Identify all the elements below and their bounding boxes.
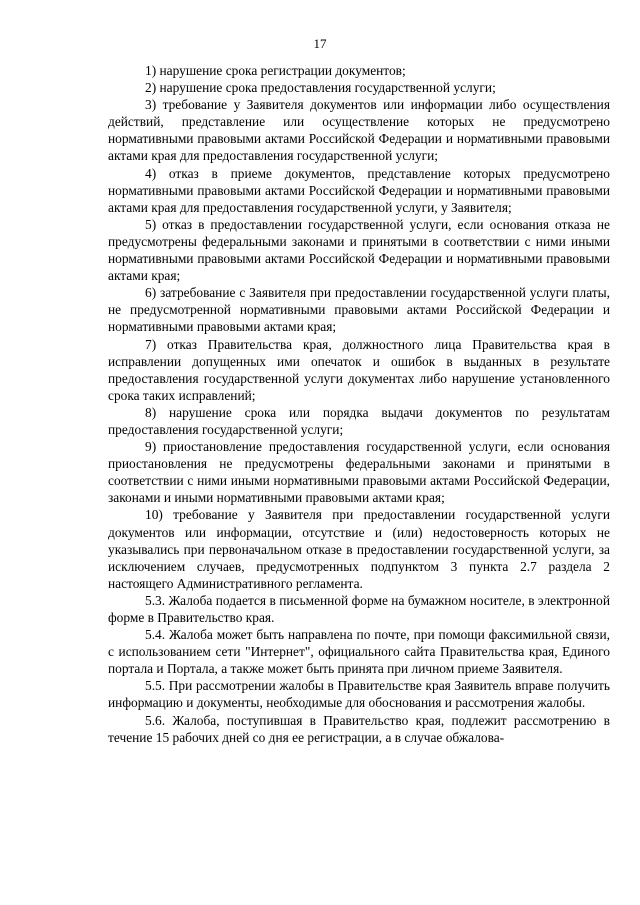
section-paragraph: 5.6. Жалоба, поступившая в Правительство края, подлежит рассмотрению в течение 15 рабочих дней со дня ее регистрации, а в случае обжалова- xyxy=(108,712,610,745)
section-paragraph: 5.4. Жалоба может быть направлена по почте, при помощи факсимильной связи, с использованием сети "Интернет", официального сайта Правительства края, Единого портала и Портала, а также может быть принята при личном приеме Заявителя. xyxy=(108,627,610,677)
document-body xyxy=(108,62,610,746)
list-item: 7) отказ Правительства края, должностного лица Правительства края в исправлении допущенных ими опечаток и ошибок в выданных в результате предоставления государственной услуги документах либо нарушение установленного срока таких исправлений; xyxy=(108,336,610,403)
list-item: 5) отказ в предоставлении государственной услуги, если основания отказа не предусмотрены федеральными законами и принятыми в соответствии с ними иными нормативными правовыми актами Российской Федерации и нормативными правовыми актами края; xyxy=(108,216,610,284)
list-item: 3) требование у Заявителя документов или информации либо осуществления действий, представление или осуществление которых не предусмотрено нормативными правовыми актами Российской Федерации и нормативными правовыми актами края для предоставления государственной услуги; xyxy=(108,97,610,164)
section-paragraph: 5.5. При рассмотрении жалобы в Правительстве края Заявитель вправе получить информацию и документы, необходимые для обоснования и рассмотрения жалобы. xyxy=(108,678,610,711)
list-item: 6) затребование с Заявителя при предоставлении государственной услуги платы, не предусмотренной нормативными правовыми актами Российской Федерации и нормативными правовыми актами края; xyxy=(108,285,610,335)
section-paragraph: 5.3. Жалоба подается в письменной форме на бумажном носителе, в электронной форме в Правительство края. xyxy=(108,592,610,625)
list-item: 1) нарушение срока регистрации документов; xyxy=(145,63,406,78)
page-number: 17 xyxy=(313,36,327,51)
list-item: 4) отказ в приеме документов, представление которых предусмотрено нормативными правовыми актами Российской Федерации и нормативными правовыми актами края для предоставления государственной услуги, у Заявителя; xyxy=(108,165,610,215)
list-item: 8) нарушение срока или порядка выдачи документов по результатам предоставления государственной услуги; xyxy=(108,404,610,437)
list-item: 9) приостановление предоставления государственной услуги, если основания приостановления не предусмотрены федеральными законами и принятыми в соответствии с ними иными нормативными правовыми актами Российской Федерации, законами и иными нормативными правовыми актами края; xyxy=(108,439,610,506)
list-item: 10) требование у Заявителя при предоставлении государственной услуги документов или информации, отсутствие и (или) недостоверность которых не указывались при первоначальном отказе в предоставлении государственной услуги, за исключением случаев, предусмотренных подпунктом 3 пункта 2.7 раздела 2 настоящего Административного регламента. xyxy=(108,507,610,591)
list-item: 2) нарушение срока предоставления государственной услуги; xyxy=(145,80,496,96)
